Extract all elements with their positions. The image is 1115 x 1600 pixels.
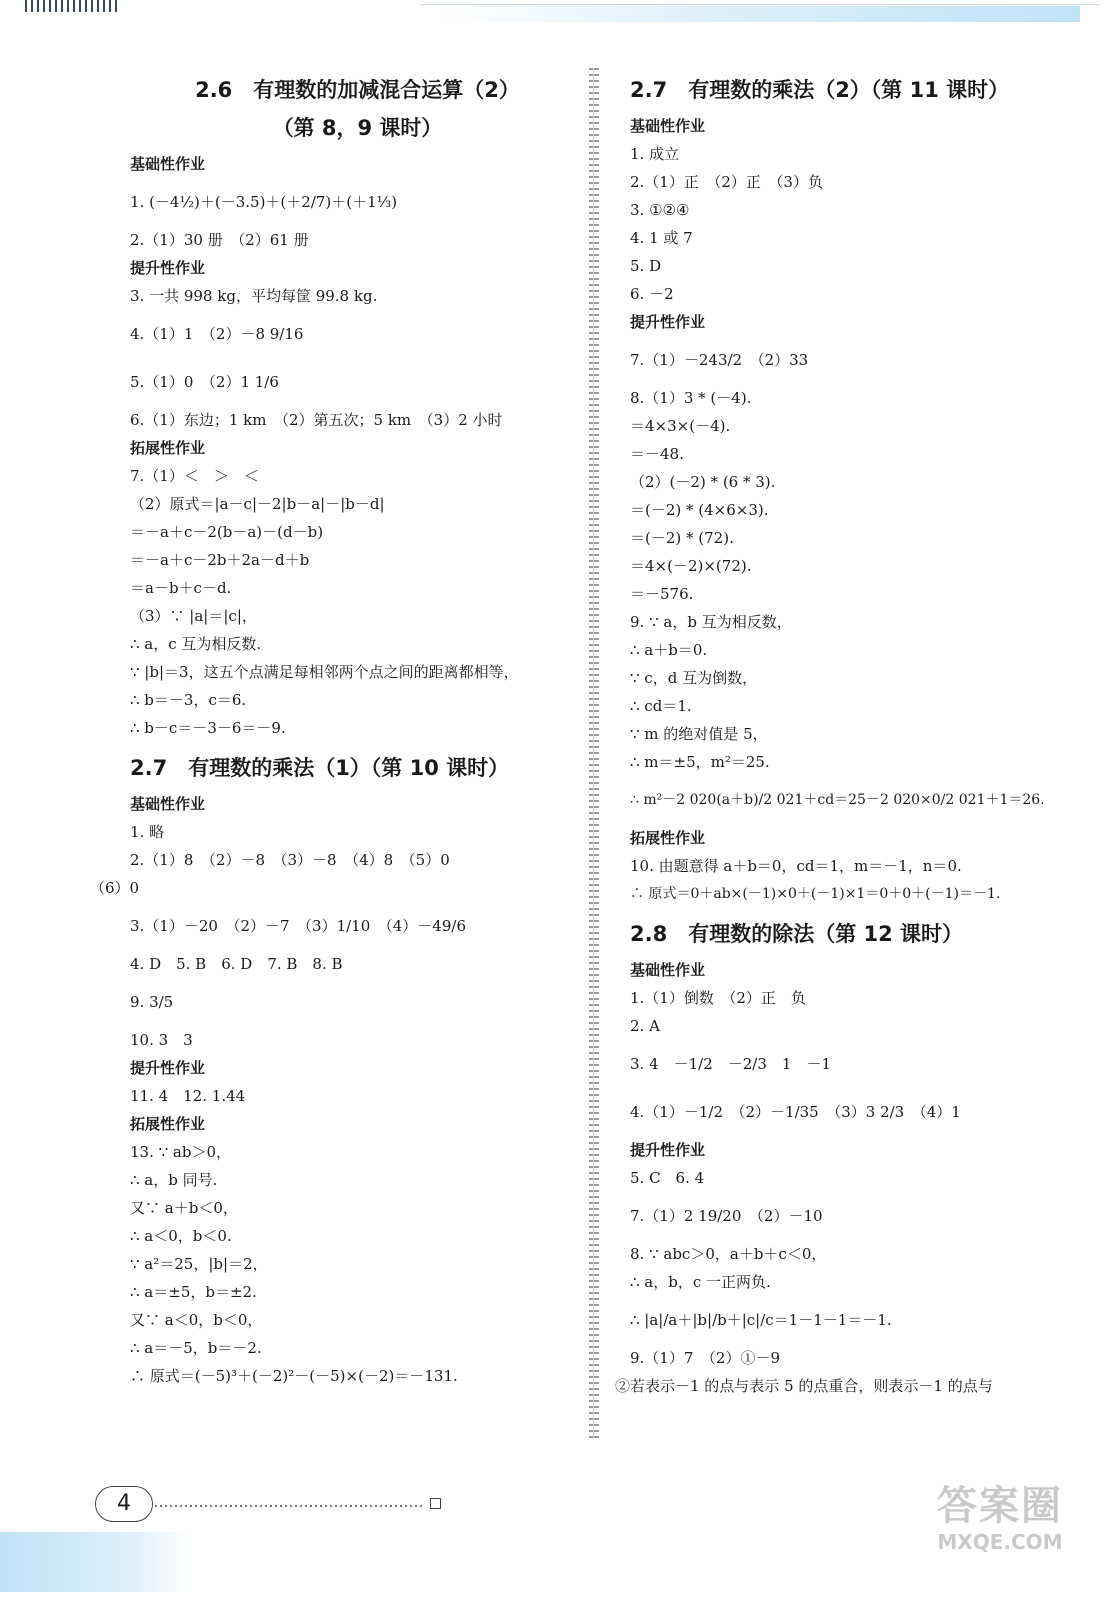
answer-line: 1. (－4½)＋(－3.5)＋(＋2/7)＋(＋1⅓) bbox=[130, 193, 398, 211]
answer-line: ∴ a，c 互为相反数. bbox=[130, 635, 262, 653]
answer-line: ∴ cd＝1. bbox=[630, 697, 692, 715]
answer-line: （2）(－2) * (6 * 3). bbox=[630, 473, 776, 491]
answer-line: ∴ a＜0，b＜0. bbox=[130, 1227, 232, 1245]
answer-line: ＝4×(－2)×(72). bbox=[630, 557, 752, 575]
answer-line: ∵ |b|＝3，这五个点满足每相邻两个点之间的距离都相等， bbox=[130, 663, 519, 681]
answer-line: 9.（1）7 （2）①－9 bbox=[630, 1349, 780, 1367]
footer-dotted-rule bbox=[155, 1505, 425, 1507]
heading-extend: 拓展性作业 bbox=[130, 1115, 206, 1133]
answer-line: ∵ m 的绝对值是 5， bbox=[630, 725, 768, 743]
header-rule bbox=[420, 4, 1100, 5]
heading-extend: 拓展性作业 bbox=[630, 829, 706, 847]
answer-line: ＝－48. bbox=[630, 445, 684, 463]
answer-line: ＝(－2) * (72). bbox=[630, 529, 734, 547]
answer-line: ∴ m²－2 020(a＋b)/2 021＋cd＝25－2 020×0/2 021＋1＝26. bbox=[630, 792, 1045, 808]
answer-line: ∵ c，d 互为倒数， bbox=[630, 669, 758, 687]
answer-line: 4. 1 或 7 bbox=[630, 229, 693, 247]
answer-line: 3. 4 －1/2 －2/3 1 －1 bbox=[630, 1055, 831, 1073]
answer-line: 4. D 5. B 6. D 7. B 8. B bbox=[130, 955, 343, 973]
answer-line: 5. D bbox=[630, 257, 662, 275]
answer-line: ∴ a＝－5，b＝－2. bbox=[130, 1339, 262, 1357]
section-subtitle-2-6: （第 8，9 课时） bbox=[272, 116, 443, 140]
answer-line: （2）原式＝|a－c|－2|b－a|－|b－d| bbox=[130, 495, 385, 513]
watermark bbox=[905, 1482, 1095, 1554]
right-column bbox=[615, 70, 1060, 1400]
watermark-cn: 答案圈 bbox=[937, 1483, 1063, 1529]
watermark-en: MXQE.COM bbox=[937, 1530, 1063, 1554]
heading-improve: 提升性作业 bbox=[630, 1141, 706, 1159]
answer-line: ∴ a，b，c 一正两负. bbox=[630, 1273, 771, 1291]
heading-improve: 提升性作业 bbox=[630, 313, 706, 331]
answer-line: 2.（1）正 （2）正 （3）负 bbox=[630, 173, 823, 191]
answer-line: 4.（1）1 （2）－8 9/16 bbox=[130, 325, 304, 343]
answer-line: 9. 3/5 bbox=[130, 993, 174, 1011]
answer-line: ∴ b－c＝－3－6＝－9. bbox=[130, 719, 286, 737]
answer-line: ＝－576. bbox=[630, 585, 694, 603]
answer-line: 10. 由题意得 a＋b＝0，cd＝1，m＝－1，n＝0. bbox=[630, 857, 962, 875]
answer-line: 8. ∵ abc＞0，a＋b＋c＜0， bbox=[630, 1245, 827, 1263]
footer-color-band bbox=[0, 1532, 190, 1592]
answer-line: ∴ 原式＝(－5)³＋(－2)²－(－5)×(－2)＝－131. bbox=[130, 1367, 458, 1385]
answer-line: ∴ a＝±5，b＝±2. bbox=[130, 1283, 257, 1301]
answer-line: 1. 成立 bbox=[630, 145, 680, 163]
answer-line: ∵ a²＝25，|b|＝2， bbox=[130, 1255, 268, 1273]
answer-line: 10. 3 3 bbox=[130, 1031, 193, 1049]
answer-line: 7.（1）＜ ＞ ＜ bbox=[130, 467, 259, 485]
answer-line: 又∵ a＋b＜0， bbox=[130, 1199, 238, 1217]
heading-basic: 基础性作业 bbox=[130, 795, 206, 813]
answer-line: 11. 4 12. 1.44 bbox=[130, 1087, 246, 1105]
answer-line: ∴ |a|/a＋|b|/b＋|c|/c＝1－1－1＝－1. bbox=[630, 1311, 892, 1329]
column-divider bbox=[589, 68, 599, 1438]
section-title-2-7-1: 2.7 有理数的乘法（1）（第 10 课时） bbox=[130, 756, 510, 780]
heading-extend: 拓展性作业 bbox=[130, 439, 206, 457]
answer-line: 2.（1）8 （2）－8 （3）－8 （4）8 （5）0 bbox=[130, 851, 450, 869]
answer-line: 5.（1）0 （2）1 1/6 bbox=[130, 373, 279, 391]
answer-line: 3.（1）－20 （2）－7 （3）1/10 （4）－49/6 bbox=[130, 917, 466, 935]
heading-basic: 基础性作业 bbox=[130, 155, 206, 173]
section-title-2-7-2: 2.7 有理数的乘法（2）（第 11 课时） bbox=[630, 78, 1010, 102]
header-decoration bbox=[0, 0, 1115, 22]
page-number: 4 bbox=[95, 1486, 153, 1522]
answer-line: 9. ∵ a，b 互为相反数， bbox=[630, 613, 792, 631]
square-icon bbox=[430, 1498, 441, 1509]
answer-line: 6. －2 bbox=[630, 285, 674, 303]
answer-line: ∴ a，b 同号. bbox=[130, 1171, 218, 1189]
heading-improve: 提升性作业 bbox=[130, 1059, 206, 1077]
answer-line: 2.（1）30 册 （2）61 册 bbox=[130, 231, 309, 249]
answer-line: 7.（1）2 19/20 （2）－10 bbox=[630, 1207, 823, 1225]
answer-line: ＝(－2) * (4×6×3). bbox=[630, 501, 769, 519]
answer-line: 8.（1）3 * (－4). bbox=[630, 389, 752, 407]
header-tick-pattern bbox=[25, 0, 120, 12]
answer-line: （6）0 bbox=[90, 879, 140, 897]
answer-line: ＝4×3×(－4). bbox=[630, 417, 731, 435]
answer-line: 7.（1）－243/2 （2）33 bbox=[630, 351, 809, 369]
answer-line: ∴ b＝－3，c＝6. bbox=[130, 691, 247, 709]
heading-basic: 基础性作业 bbox=[630, 117, 706, 135]
heading-basic: 基础性作业 bbox=[630, 961, 706, 979]
answer-line: 又∵ a＜0，b＜0， bbox=[130, 1311, 263, 1329]
answer-line: 5. C 6. 4 bbox=[630, 1169, 705, 1187]
heading-improve: 提升性作业 bbox=[130, 259, 206, 277]
header-color-band bbox=[440, 6, 1080, 22]
page-footer bbox=[0, 1470, 1115, 1600]
answer-line: （3）∵ |a|＝|c|， bbox=[130, 607, 257, 625]
answer-line: 1. 略 bbox=[130, 823, 165, 841]
answer-line: 6.（1）东边；1 km （2）第五次；5 km （3）2 小时 bbox=[130, 411, 503, 429]
answer-line: ∴ a＋b＝0. bbox=[630, 641, 708, 659]
answer-line: 3. 一共 998 kg，平均每筐 99.8 kg. bbox=[130, 287, 378, 305]
answer-line: ∴ m＝±5，m²＝25. bbox=[630, 753, 770, 771]
answer-line: 13. ∵ ab＞0， bbox=[130, 1143, 232, 1161]
left-column bbox=[90, 70, 585, 1390]
answer-line: ＝－a＋c－2(b－a)－(d－b) bbox=[130, 523, 324, 541]
section-title-2-8: 2.8 有理数的除法（第 12 课时） bbox=[630, 922, 964, 946]
answer-line: ∴ 原式＝0＋ab×(－1)×0＋(－1)×1＝0＋0＋(－1)＝－1. bbox=[630, 886, 1001, 902]
answer-line: 2. A bbox=[630, 1017, 660, 1035]
answer-line: 3. ①②④ bbox=[630, 201, 690, 219]
answer-line: 4.（1）－1/2 （2）－1/35 （3）3 2/3 （4）1 bbox=[630, 1103, 961, 1121]
answer-line: ＝－a＋c－2b＋2a－d＋b bbox=[130, 551, 310, 569]
answer-line: 1.（1）倒数 （2）正 负 bbox=[630, 989, 806, 1007]
section-title-2-6: 2.6 有理数的加减混合运算（2） bbox=[195, 78, 520, 102]
answer-line: ＝a－b＋c－d. bbox=[130, 579, 232, 597]
answer-line: ②若表示－1 的点与表示 5 的点重合，则表示－1 的点与 bbox=[615, 1377, 993, 1395]
